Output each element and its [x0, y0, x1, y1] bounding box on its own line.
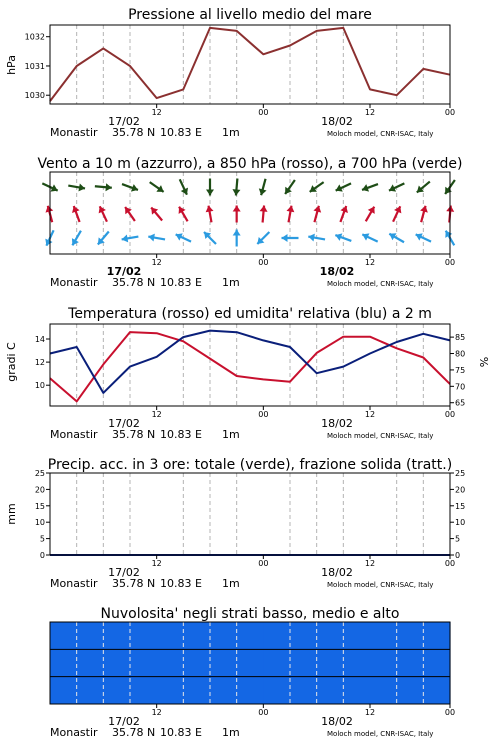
y-tick-label: 12 — [34, 358, 45, 368]
date-label: 18/02 — [321, 417, 353, 430]
cloud-cell — [130, 677, 157, 704]
wind-arrow-head — [206, 190, 214, 196]
humidity-yticks — [450, 333, 465, 408]
wind-arrow-10m — [72, 231, 81, 246]
wind-arrow-10m — [233, 230, 241, 247]
model-credit: Moloch model, CNR-ISAC, Italy — [327, 730, 434, 738]
station-lat: 35.78 N — [112, 428, 156, 441]
wind-arrow-850 — [72, 206, 80, 222]
cloud-cell — [290, 677, 317, 704]
wind-arrow-850 — [340, 206, 348, 222]
x-tick-label: 12 — [151, 708, 162, 717]
station-lon: 10.83 E — [160, 276, 202, 289]
y-tick-label: 15 — [455, 501, 466, 511]
x-tick-label: 12 — [364, 708, 376, 717]
cloud-cell — [343, 622, 370, 649]
station-name: Monastir — [50, 126, 98, 139]
y-tick-label: 1030 — [24, 91, 45, 101]
wind-arrow-head — [233, 206, 241, 212]
date-label: 17/02 — [106, 265, 142, 278]
temperature-panel — [5, 306, 491, 441]
cloud-cell — [77, 677, 104, 704]
date-label: 17/02 — [108, 715, 140, 728]
x-tick-label: 00 — [258, 708, 269, 717]
y-tick-label: 0 — [39, 551, 45, 560]
cloud-cell — [77, 622, 104, 649]
date-label: 17/02 — [108, 566, 140, 579]
station-elev: 1m — [222, 577, 240, 590]
x-tick-label: 12 — [151, 559, 162, 568]
cloud-cell — [103, 622, 130, 649]
pressure-title: Pressione al livello medio del mare — [128, 7, 372, 23]
date-label: 18/02 — [321, 566, 353, 579]
y-tick-label: 80 — [455, 349, 466, 359]
y-tick-label: 14 — [34, 335, 45, 345]
wind-arrow-10m — [335, 233, 351, 241]
model-credit: Moloch model, CNR-ISAC, Italy — [327, 130, 434, 138]
wind-xticks — [50, 254, 455, 289]
cloud-cell — [423, 649, 450, 676]
precip-yticks — [35, 469, 465, 560]
wind-arrow-head — [105, 183, 111, 191]
cloud-cell — [317, 677, 344, 704]
precip-title: Precip. acc. in 3 ore: totale (verde), frazione solida (tratt.) — [47, 457, 453, 473]
wind-arrow-700 — [232, 179, 240, 196]
wind-arrow-850 — [206, 206, 214, 223]
y-tick-label: 5 — [39, 534, 45, 544]
y-tick-label: 70 — [455, 382, 466, 392]
cloud-cell — [317, 649, 344, 676]
cloud-cell — [370, 649, 397, 676]
wind-arrow-700 — [122, 184, 138, 192]
station-name: Monastir — [50, 726, 98, 739]
date-label: 18/02 — [319, 265, 355, 278]
wind-arrow-850 — [99, 206, 107, 221]
wind-arrow-850 — [151, 207, 162, 220]
wind-arrow-700 — [68, 183, 85, 191]
wind-arrow-10m — [98, 231, 109, 244]
station-elev: 1m — [222, 126, 240, 139]
wind-arrow-850 — [420, 206, 428, 222]
cloud-cell — [370, 677, 397, 704]
pressure-xticks — [50, 104, 455, 139]
pressure-panel — [5, 7, 455, 139]
temperature-xticks — [50, 406, 455, 441]
model-credit: Moloch model, CNR-ISAC, Italy — [327, 432, 434, 440]
wind-arrow-850 — [233, 206, 241, 223]
station-name: Monastir — [50, 428, 98, 441]
y-tick-label: 10 — [455, 518, 466, 528]
precip-frame — [50, 473, 450, 555]
wind-title: Vento a 10 m (azzurro), a 850 hPa (rosso), a 700 hPa (verde) — [37, 156, 463, 172]
cloud-cell — [423, 622, 450, 649]
station-elev: 1m — [222, 428, 240, 441]
precip-ylabel: mm — [5, 503, 18, 525]
station-lon: 10.83 E — [160, 126, 202, 139]
y-tick-label: 75 — [455, 365, 466, 375]
x-tick-label: 00 — [444, 410, 456, 419]
cloud-cell — [263, 677, 290, 704]
wind-arrow-850 — [286, 206, 294, 223]
cloud-cell — [343, 677, 370, 704]
temperature-series — [50, 331, 450, 402]
wind-arrow-10m — [176, 233, 191, 241]
cloud-cell — [237, 649, 264, 676]
cloud-cell — [397, 649, 424, 676]
wind-arrow-850 — [313, 206, 321, 222]
wind-arrow-10m — [416, 233, 431, 241]
wind-arrow-700 — [95, 183, 112, 191]
wind-arrow-head — [233, 230, 241, 236]
temperature-line — [50, 332, 450, 401]
wind-arrow-700 — [336, 183, 351, 191]
temperature-title: Temperatura (rosso) ed umidita' relativa (blu) a 2 m — [68, 306, 432, 322]
clouds-cells — [50, 622, 451, 704]
x-tick-label: 00 — [444, 708, 456, 717]
station-elev: 1m — [222, 726, 240, 739]
station-name: Monastir — [50, 577, 98, 590]
pressure-series — [50, 28, 450, 101]
cloud-cell — [130, 649, 157, 676]
pressure-yticks — [25, 33, 50, 101]
wind-arrow-850 — [260, 206, 268, 223]
wind-arrow-850 — [125, 207, 135, 221]
cloud-cell — [423, 677, 450, 704]
cloud-cell — [103, 649, 130, 676]
cloud-cell — [130, 622, 157, 649]
y-tick-label: 15 — [34, 501, 45, 511]
cloud-cell — [210, 649, 237, 676]
wind-arrow-850 — [366, 207, 375, 222]
pressure-line — [50, 28, 450, 101]
temperature-ylabel: gradi C — [5, 342, 18, 382]
cloud-cell — [157, 622, 184, 649]
model-credit: Moloch model, CNR-ISAC, Italy — [327, 581, 434, 589]
station-lat: 35.78 N — [112, 726, 156, 739]
cloud-cell — [290, 622, 317, 649]
pressure-frame — [50, 25, 450, 104]
x-tick-label: 12 — [364, 559, 376, 568]
wind-arrow-700 — [259, 179, 267, 195]
y-tick-label: 10 — [34, 518, 45, 528]
cloud-cell — [237, 677, 264, 704]
y-tick-label: 0 — [455, 551, 461, 560]
cloud-cell — [263, 649, 290, 676]
cloud-cell — [183, 622, 210, 649]
clouds-title: Nuvolosita' negli strati basso, medio e alto — [100, 606, 400, 622]
wind-arrows — [42, 179, 455, 247]
wind-arrow-head — [232, 189, 240, 195]
precip-xticks — [50, 555, 455, 590]
station-lat: 35.78 N — [112, 276, 156, 289]
y-tick-label: 10 — [34, 381, 45, 391]
date-label: 18/02 — [321, 115, 353, 128]
cloud-cell — [157, 677, 184, 704]
wind-frame — [50, 172, 450, 254]
temperature-yticks — [35, 335, 50, 390]
x-tick-label: 00 — [444, 258, 456, 267]
cloud-cell — [50, 622, 77, 649]
wind-panel — [37, 156, 462, 289]
cloud-cell — [183, 649, 210, 676]
cloud-cell — [290, 649, 317, 676]
station-lat: 35.78 N — [112, 126, 156, 139]
y-tick-label: 25 — [34, 469, 45, 478]
wind-arrow-700 — [150, 182, 164, 192]
precip-panel — [5, 457, 465, 590]
precip-grid — [77, 473, 424, 555]
station-elev: 1m — [222, 276, 240, 289]
cloud-cell — [50, 649, 77, 676]
wind-arrow-850 — [179, 207, 188, 222]
cloud-cell — [370, 622, 397, 649]
date-label: 17/02 — [108, 417, 140, 430]
wind-arrow-700 — [389, 183, 404, 191]
y-tick-label: 20 — [34, 485, 45, 495]
x-tick-label: 00 — [258, 410, 269, 419]
wind-arrow-850 — [45, 206, 53, 222]
x-tick-label: 12 — [364, 410, 376, 419]
humidity-line — [50, 331, 450, 393]
station-lon: 10.83 E — [160, 428, 202, 441]
clouds-xticks — [50, 704, 455, 739]
wind-arrow-700 — [310, 182, 324, 192]
x-tick-label: 00 — [444, 559, 456, 568]
wind-arrow-700 — [180, 179, 188, 194]
cloud-cell — [397, 622, 424, 649]
station-lon: 10.83 E — [160, 726, 202, 739]
wind-arrow-10m — [45, 230, 53, 245]
wind-arrow-700 — [362, 184, 378, 192]
cloud-cell — [210, 622, 237, 649]
cloud-cell — [183, 677, 210, 704]
y-tick-label: 1031 — [24, 61, 45, 71]
cloud-cell — [343, 649, 370, 676]
station-lat: 35.78 N — [112, 577, 156, 590]
wind-arrow-850 — [393, 206, 401, 221]
x-tick-label: 00 — [258, 559, 269, 568]
y-tick-label: 65 — [455, 398, 466, 408]
wind-arrow-10m — [257, 232, 269, 244]
cloud-cell — [263, 622, 290, 649]
model-credit: Moloch model, CNR-ISAC, Italy — [327, 280, 434, 288]
x-tick-label: 00 — [258, 258, 269, 267]
cloud-cell — [50, 677, 77, 704]
station-lon: 10.83 E — [160, 577, 202, 590]
date-label: 18/02 — [321, 715, 353, 728]
x-tick-label: 00 — [444, 108, 456, 117]
x-tick-label: 00 — [258, 108, 269, 117]
wind-arrow-700 — [206, 179, 214, 196]
wind-arrow-10m — [308, 234, 325, 242]
y-tick-label: 85 — [455, 333, 466, 343]
date-label: 17/02 — [108, 115, 140, 128]
cloud-cell — [210, 677, 237, 704]
wind-arrow-head — [282, 234, 288, 242]
y-tick-label: 5 — [455, 534, 461, 544]
y-tick-label: 25 — [455, 469, 466, 478]
wind-arrow-700 — [417, 182, 430, 193]
wind-arrow-10m — [148, 234, 165, 242]
cloud-cell — [317, 622, 344, 649]
wind-arrow-10m — [362, 233, 377, 241]
wind-arrow-head — [260, 206, 268, 212]
x-tick-label: 12 — [151, 410, 162, 419]
cloud-cell — [237, 622, 264, 649]
humidity-ylabel: % — [478, 356, 491, 368]
y-tick-label: 1032 — [24, 32, 45, 42]
x-tick-label: 12 — [364, 258, 376, 267]
cloud-cell — [77, 649, 104, 676]
x-tick-label: 12 — [151, 258, 162, 267]
y-tick-label: 20 — [455, 485, 466, 495]
cloud-cell — [103, 677, 130, 704]
clouds-panel — [50, 606, 455, 739]
x-tick-label: 12 — [151, 108, 162, 117]
station-name: Monastir — [50, 276, 98, 289]
x-tick-label: 12 — [364, 108, 376, 117]
cloud-cell — [397, 677, 424, 704]
pressure-ylabel: hPa — [5, 55, 18, 75]
wind-arrow-10m — [389, 233, 404, 242]
cloud-cell — [157, 649, 184, 676]
